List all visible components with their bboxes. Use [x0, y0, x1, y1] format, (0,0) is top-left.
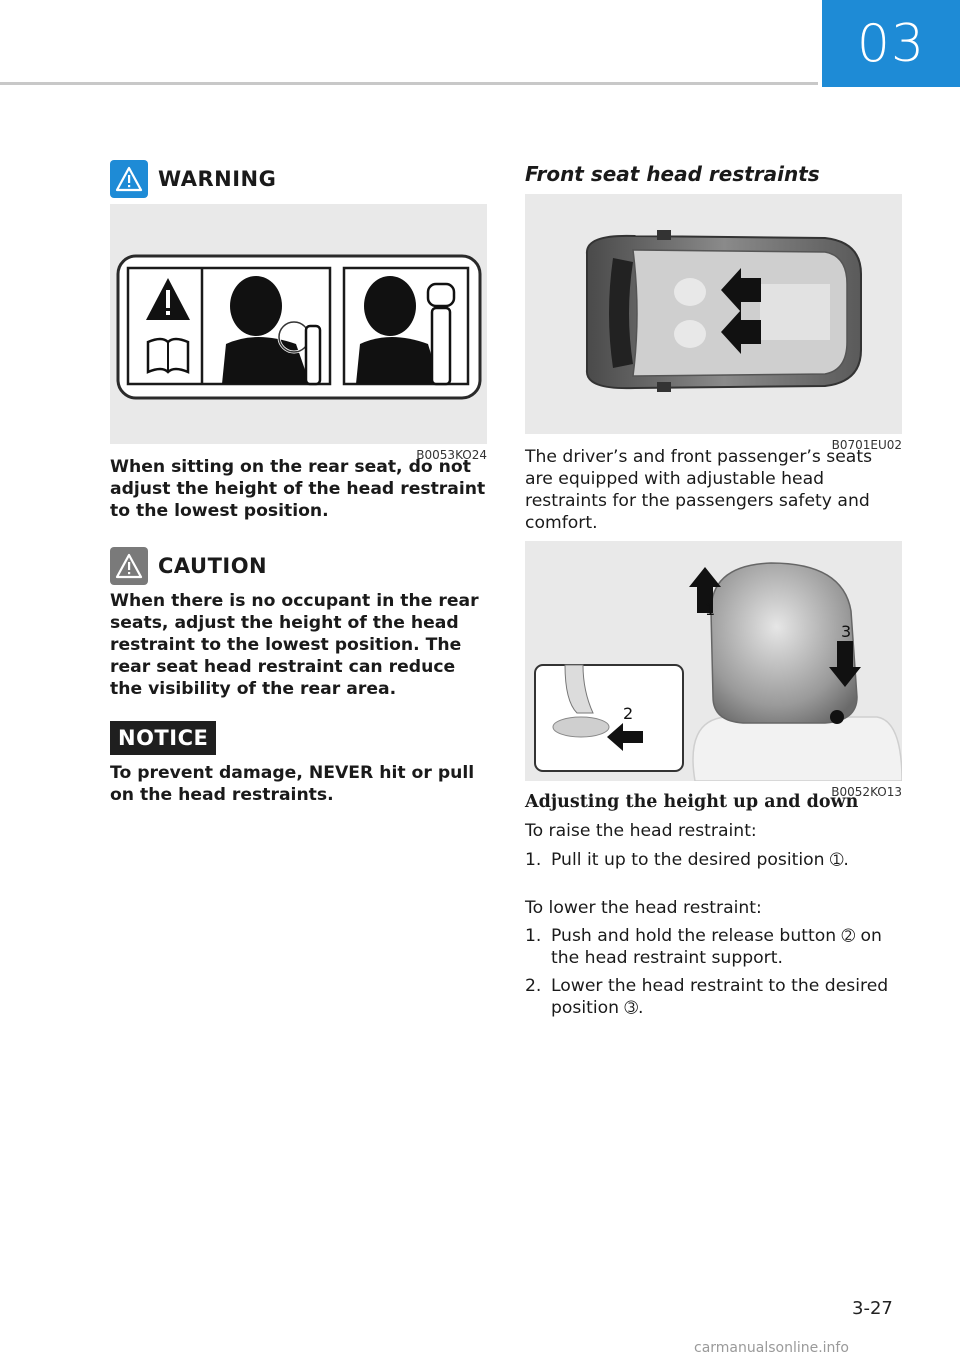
caution-icon — [110, 547, 148, 585]
watermark: carmanualsonline.info — [694, 1340, 849, 1356]
section-title: Front seat head restraints — [525, 162, 820, 186]
lower-label: To lower the head restraint: — [525, 898, 762, 918]
figure-code: B0053KO24 — [416, 448, 487, 462]
warning-title: WARNING — [158, 167, 277, 191]
callout-3: 3 — [841, 622, 852, 641]
caution-heading — [110, 547, 487, 585]
notice-badge: NOTICE — [110, 721, 216, 755]
car-figure-block — [525, 194, 902, 452]
intro-text: The driver’s and front passenger’s seats are equipped with adjustable head restraints for the passengers safety and comfort. — [525, 447, 873, 533]
header-rule — [0, 82, 818, 85]
car-figure — [525, 194, 902, 434]
warning-icon — [110, 160, 148, 198]
list-item: 2. Lower the head restraint to the desired position ➂. — [525, 976, 889, 1018]
list-item: 1. Pull it up to the desired position ➀. — [525, 850, 849, 870]
raise-steps — [525, 849, 902, 871]
circled-number: ➂ — [624, 998, 638, 1017]
warning-pictogram — [110, 204, 487, 444]
head-restraint-figure-block — [525, 541, 902, 799]
warning-text: When sitting on the rear seat, do not adjust the height of the head restraint to the lowest position. — [110, 457, 486, 521]
list-item: 1. Push and hold the release button ➁ on the head restraint support. — [525, 926, 882, 968]
head-restraint-figure — [525, 541, 902, 781]
circled-number: ➁ — [841, 926, 855, 945]
car-top-view — [525, 194, 902, 434]
subsection-title: Adjusting the height up and down — [525, 792, 859, 812]
caution-title: CAUTION — [158, 554, 268, 578]
circled-number: ➀ — [830, 850, 844, 869]
figure-code: B0052KO13 — [831, 785, 902, 799]
lower-steps — [525, 925, 902, 1019]
warning-figure — [110, 204, 487, 444]
page-number: 3-27 — [852, 1298, 893, 1319]
callout-2: 2 — [623, 704, 634, 723]
callout-1: 1 — [705, 600, 716, 619]
raise-label: To raise the head restraint: — [525, 821, 757, 841]
notice-text: To prevent damage, NEVER hit or pull on the head restraints. — [110, 763, 475, 805]
notice-heading — [110, 721, 487, 755]
figure-code: B0701EU02 — [831, 438, 902, 452]
warning-figure-block — [110, 204, 487, 462]
head-restraint-diagram — [525, 541, 902, 781]
warning-heading — [110, 160, 487, 198]
caution-text: When there is no occupant in the rear seats, adjust the height of the head restraint to the lowest position. The rear seat head restraint can reduce the visibility of the rear area. — [110, 591, 479, 699]
chapter-tab: 03 — [822, 0, 960, 87]
